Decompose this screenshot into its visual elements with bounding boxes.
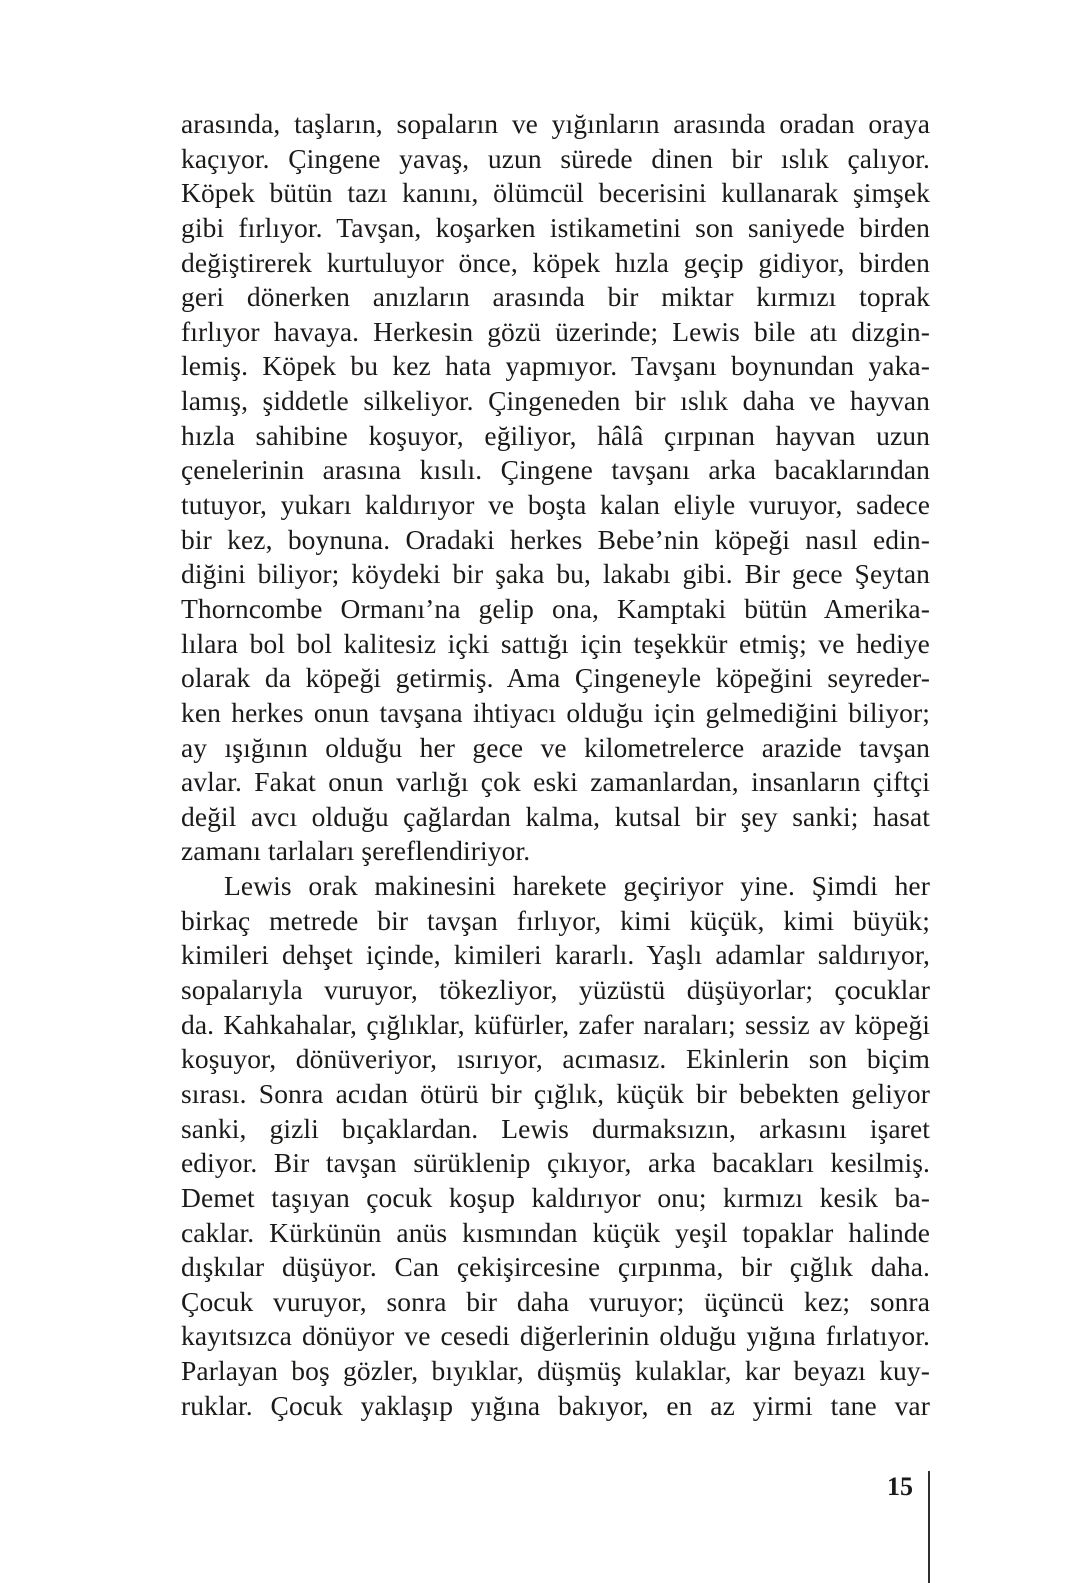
page-edge-rule (928, 1471, 930, 1583)
text-line: fırlıyor havaya. Herkesin gözü üzerinde; Lewis bile atı dizgin- (181, 315, 930, 347)
text-line: kaçıyor. Çingene yavaş, uzun sürede dinen bir ıslık çalıyor. (181, 142, 930, 174)
text-line: Demet taşıyan çocuk koşup kaldırıyor onu; kırmızı kesik ba- (181, 1181, 930, 1213)
text-line: arasında, taşların, sopaların ve yığınların arasında oradan oraya (181, 108, 930, 139)
text-block (181, 107, 930, 1423)
text-line: sopalarıyla vuruyor, tökezliyor, yüzüstü düşüyorlar; çocuklar (181, 974, 930, 1006)
text-line: ay ışığının olduğu her gece ve kilometrelerce arazide tavşan (181, 731, 930, 763)
page-number: 15 (887, 1472, 913, 1501)
text-line: lemiş. Köpek bu kez hata yapmıyor. Tavşanı boynundan yaka- (181, 350, 930, 382)
text-line: zamanı tarlaları şereflendiriyor. (181, 835, 531, 867)
text-line: olarak da köpeği getirmiş. Ama Çingeneyle köpeğini seyreder- (181, 662, 930, 694)
text-line: ruklar. Çocuk yaklaşıp yığına bakıyor, en az yirmi tane var (181, 1389, 930, 1421)
text-line: hızla sahibine koşuyor, eğiliyor, hâlâ çırpınan hayvan uzun (181, 419, 930, 451)
text-line: da. Kahkahalar, çığlıklar, küfürler, zafer naraları; sessiz av köpeği (181, 1008, 930, 1040)
text-line: dışkılar düşüyor. Can çekişircesine çırpınma, bir çığlık daha. (181, 1251, 930, 1283)
text-line: bir kez, boynuna. Oradaki herkes Bebe’nin köpeği nasıl edin- (181, 523, 930, 555)
text-line: gibi fırlıyor. Tavşan, koşarken istikametini son saniyede birden (181, 211, 930, 243)
text-line: Thorncombe Ormanı’na gelip ona, Kamptaki bütün Amerika- (181, 592, 930, 624)
text-line: çenelerinin arasına kısılı. Çingene tavşanı arka bacaklarından (181, 454, 930, 486)
text-line: değil avcı olduğu çağlardan kalma, kutsal bir şey sanki; hasat (181, 800, 930, 832)
text-line: diğini biliyor; köydeki bir şaka bu, lakabı gibi. Bir gece Şeytan (181, 558, 930, 590)
text-line: caklar. Kürkünün anüs kısmından küçük yeşil topaklar halinde (181, 1216, 930, 1248)
text-line: Köpek bütün tazı kanını, ölümcül becerisini kullanarak şimşek (181, 177, 930, 209)
text-line: birkaç metrede bir tavşan fırlıyor, kimi küçük, kimi büyük; (181, 904, 930, 936)
text-line: avlar. Fakat onun varlığı çok eski zamanlardan, insanların çiftçi (181, 766, 930, 798)
text-line: geri dönerken anızların arasında bir miktar kırmızı toprak (181, 281, 930, 313)
text-line: Lewis orak makinesini harekete geçiriyor yine. Şimdi her (224, 870, 930, 902)
text-line: kimileri dehşet içinde, kimileri kararlı. Yaşlı adamlar saldırıyor, (181, 939, 930, 971)
text-line: değiştirerek kurtuluyor önce, köpek hızla geçip gidiyor, birden (181, 246, 930, 278)
text-line: lılara bol bol kalitesiz içki sattığı için teşekkür etmiş; ve hediye (181, 627, 930, 659)
text-line: tutuyor, yukarı kaldırıyor ve boşta kalan eliyle vuruyor, sadece (181, 489, 930, 521)
text-line: ediyor. Bir tavşan sürüklenip çıkıyor, arka bacakları kesilmiş. (181, 1147, 930, 1179)
text-line: Parlayan boş gözler, bıyıklar, düşmüş kulaklar, kar beyazı kuy- (181, 1355, 930, 1387)
text-line: lamış, şiddetle silkeliyor. Çingeneden bir ıslık daha ve hayvan (181, 385, 930, 417)
text-line: sanki, gizli bıçaklardan. Lewis durmaksızın, arkasını işaret (181, 1112, 930, 1144)
text-line: Çocuk vuruyor, sonra bir daha vuruyor; üçüncü kez; sonra (181, 1285, 930, 1317)
text-line: kayıtsızca dönüyor ve cesedi diğerlerinin olduğu yığına fırlatıyor. (181, 1320, 930, 1352)
text-line: sırası. Sonra acıdan ötürü bir çığlık, küçük bir bebekten geliyor (181, 1077, 930, 1109)
text-line: koşuyor, dönüveriyor, ısırıyor, acımasız. Ekinlerin son biçim (181, 1043, 930, 1075)
text-line: ken herkes onun tavşana ihtiyacı olduğu için gelmediğini biliyor; (181, 696, 930, 728)
